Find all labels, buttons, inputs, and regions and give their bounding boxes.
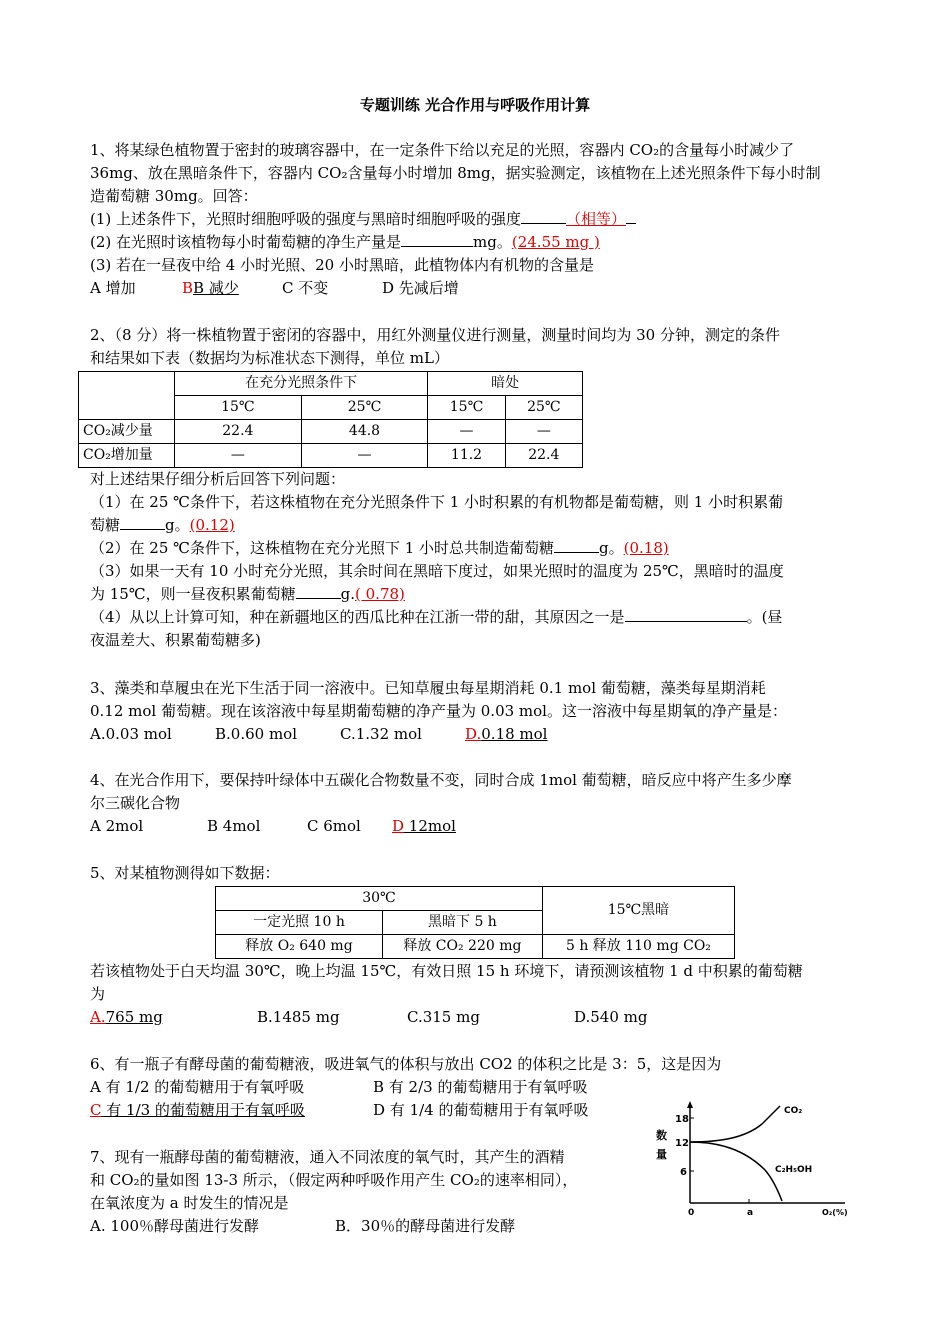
- q7-option-b: B．30％的酵母菌进行发酵: [335, 1217, 516, 1235]
- q4-options: [90, 815, 880, 838]
- q2-answer-3: ( 0.78): [355, 585, 405, 603]
- header-30c: 30℃: [216, 887, 543, 911]
- x-origin: 0: [688, 1208, 695, 1218]
- q3-option-b: B.0.60 mol: [215, 725, 298, 743]
- q3-stem-line-1: 3、藻类和草履虫在光下生活于同一溶液中。已知草履虫每星期消耗 0.1 mol 葡萄糖，藻类每星期消耗: [90, 679, 766, 697]
- q5-option-c: C.315 mg: [407, 1008, 480, 1026]
- q2-sub-2: （2）在 25 ℃条件下，这株植物在充分光照下 1 小时总共制造葡萄糖 g。(0.18): [90, 539, 669, 557]
- q3-option-a: A.0.03 mol: [90, 725, 172, 743]
- y-tick-12: 12: [675, 1138, 689, 1149]
- x-tick-a: a: [747, 1208, 754, 1218]
- q2-intro: 对上述结果仔细分析后回答下列问题：: [90, 470, 346, 488]
- ethanol-curve: [690, 1142, 782, 1201]
- q5-option-d: D.540 mg: [574, 1008, 648, 1026]
- q3-option-c: C.1.32 mol: [340, 725, 422, 743]
- q5-table: 30℃ 15℃黑暗 一定光照 10 h 黑暗下 5 h 释放 O₂ 640 mg 释放 CO₂ 220 mg 5 h 释放 110 mg CO₂: [215, 886, 735, 959]
- q6-option-b: B 有 2/3 的葡萄糖用于有氧呼吸: [373, 1078, 588, 1096]
- header-dark: 暗处: [428, 372, 583, 396]
- y-label-1: 数: [656, 1129, 667, 1142]
- q2-sub-4-line-1: （4）从以上计算可知，种在新疆地区的西瓜比种在江浙一带的甜，其原因之一是 。(昼: [90, 608, 783, 626]
- question-1: [90, 139, 880, 300]
- q1-option-d: D 先减后增: [382, 279, 459, 297]
- q5-options: [90, 1006, 880, 1029]
- q6-options-row-1: [90, 1076, 880, 1099]
- answer-blank[interactable]: [521, 209, 566, 224]
- q4-stem-line-1: 4、在光合作用下，要保持叶绿体中五碳化合物数量不变，同时合成 1mol 葡萄糖，暗反应中将产生多少摩: [90, 771, 792, 789]
- answer-blank[interactable]: [120, 515, 165, 530]
- q5-option-a: A.765 mg: [90, 1008, 163, 1026]
- co2-label: CO₂: [784, 1106, 803, 1116]
- q6-stem: 6、有一瓶子有酵母菌的葡萄糖液，吸进氧气的体积与放出 CO2 的体积之比是 3：5，这是因为: [90, 1055, 722, 1073]
- header-15c-dark: 15℃黑暗: [542, 887, 734, 935]
- q2-answer-1: (0.12): [189, 516, 235, 534]
- y-tick-18: 18: [675, 1114, 689, 1125]
- q1-part-3: (3) 若在一昼夜中给 4 小时光照、20 小时黑暗，此植物体内有机物的含量是: [90, 256, 594, 274]
- q2-sub-1-line-1: （1）在 25 ℃条件下，若这株植物在充分光照条件下 1 小时积累的有机物都是葡萄糖，则 1 小时积累葡: [90, 493, 784, 511]
- q7-stem-line-2: 和 CO₂的量如图 13-3 所示，（假定两种呼吸作用产生 CO₂的速率相同），: [90, 1171, 578, 1189]
- q2-stem-line-1: 2、（8 分）将一株植物置于密闭的容器中，用红外测量仪进行测量，测量时间均为 30 分钟，测定的条件: [90, 326, 780, 344]
- answer-blank[interactable]: [296, 584, 341, 599]
- q2-sub-3-line-1: （3）如果一天有 10 小时充分光照，其余时间在黑暗下度过，如果光照时的温度为 25℃，黑暗时的温度: [90, 562, 784, 580]
- answer-blank[interactable]: [625, 607, 747, 622]
- question-5: [90, 862, 880, 1029]
- q7-stem-line-3: 在氧浓度为 a 时发生的情况是: [90, 1194, 289, 1212]
- y-tick-6: 6: [680, 1167, 687, 1178]
- answer-blank[interactable]: [401, 232, 473, 247]
- question-4: [90, 769, 880, 838]
- row-label: CO₂增加量: [79, 444, 175, 468]
- q5-question-line-1: 若该植物处于白天均温 30℃，晚上均温 15℃，有效日照 15 h 环境下，请预测该植物 1 d 中积累的葡萄糖: [90, 962, 803, 980]
- q1-stem-line-1: 1、将某绿色植物置于密封的玻璃容器中，在一定条件下给以充足的光照，容器内 CO₂的含量每小时减少了: [90, 141, 795, 159]
- y-label-2: 量: [656, 1148, 667, 1161]
- oxygen-fermentation-graph: [650, 1098, 860, 1228]
- q5-question-line-2: 为: [90, 985, 106, 1003]
- q2-sub-4-line-2: 夜温差大、积累葡萄糖多): [90, 631, 261, 649]
- q1-answer-2: (24.55 mg ): [511, 233, 600, 251]
- y-axis-arrow: [687, 1101, 693, 1108]
- question-3: [90, 677, 880, 746]
- q4-option-a: A 2mol: [90, 817, 144, 835]
- q1-stem-line-2: 36mg、放在黑暗条件下，容器内 CO₂含量每小时增加 8mg，据实验测定，该植物在上述光照条件下每小时制: [90, 164, 821, 182]
- q6-option-a: A 有 1/2 的葡萄糖用于有氧呼吸: [90, 1078, 305, 1096]
- q1-part-2: (2) 在光照时该植物每小时葡萄糖的净生产量是 mg。(24.55 mg ): [90, 233, 600, 251]
- q4-option-d: D 12mol: [392, 817, 456, 835]
- co2-curve: [690, 1106, 780, 1142]
- q6-option-c: C 有 1/3 的葡萄糖用于有氧呼吸: [90, 1101, 305, 1119]
- question-2: [83, 324, 880, 652]
- q7-stem-line-1: 7、现有一瓶酵母菌的葡萄糖液，通入不同浓度的氧气时，其产生的酒精: [90, 1148, 565, 1166]
- q1-part-1: (1) 上述条件下，光照时细胞呼吸的强度与黑暗时细胞呼吸的强度 （相等）: [90, 208, 880, 231]
- q3-stem-line-2: 0.12 mol 葡萄糖。现在该溶液中每星期葡萄糖的净产量为 0.03 mol。这一溶液中每星期氧的净产量是：: [90, 702, 787, 720]
- row-label: CO₂减少量: [79, 420, 175, 444]
- header-light: 在充分光照条件下: [175, 372, 428, 396]
- answer-blank[interactable]: [554, 538, 599, 553]
- q4-option-b: B 4mol: [207, 817, 261, 835]
- q6-option-d: D 有 1/4 的葡萄糖用于有氧呼吸: [373, 1101, 589, 1119]
- q1-options: [90, 277, 880, 300]
- q5-stem: 5、对某植物测得如下数据：: [90, 864, 280, 882]
- ethanol-label: C₂H₅OH: [775, 1165, 813, 1175]
- q3-options: [90, 723, 880, 746]
- page-title: 专题训练 光合作用与呼吸作用计算: [359, 96, 591, 114]
- q1-option-a: A 增加: [90, 279, 136, 297]
- x-label: O₂(%): [822, 1208, 848, 1217]
- q1-option-c: C 不变: [282, 279, 329, 297]
- q2-stem-line-2: 和结果如下表（数据均为标准状态下测得，单位 mL）: [90, 349, 449, 367]
- q4-option-c: C 6mol: [307, 817, 361, 835]
- q4-stem-line-2: 尔三碳化合物: [90, 794, 181, 812]
- q1-answer-1: （相等）: [566, 210, 627, 228]
- q5-option-b: B.1485 mg: [257, 1008, 340, 1026]
- q1-option-b: BB 减少: [182, 279, 239, 297]
- q2-answer-2: (0.18): [623, 539, 669, 557]
- q1-stem-line-3: 造葡萄糖 30mg。回答：: [90, 187, 258, 205]
- q2-sub-3-line-2: 为 15℃，则一昼夜积累葡萄糖 g.( 0.78): [90, 585, 405, 603]
- q3-option-d: D.0.18 mol: [465, 725, 548, 743]
- q2-sub-1-line-2: 萄糖 g。(0.12): [90, 516, 235, 534]
- q7-option-a: A. 100％酵母菌进行发酵: [90, 1217, 259, 1235]
- q2-table: 在充分光照条件下 暗处 15℃ 25℃ 15℃ 25℃ CO₂减少量 22.4 44.8 — — CO₂增加量 — — 11.2 22.4: [78, 371, 583, 468]
